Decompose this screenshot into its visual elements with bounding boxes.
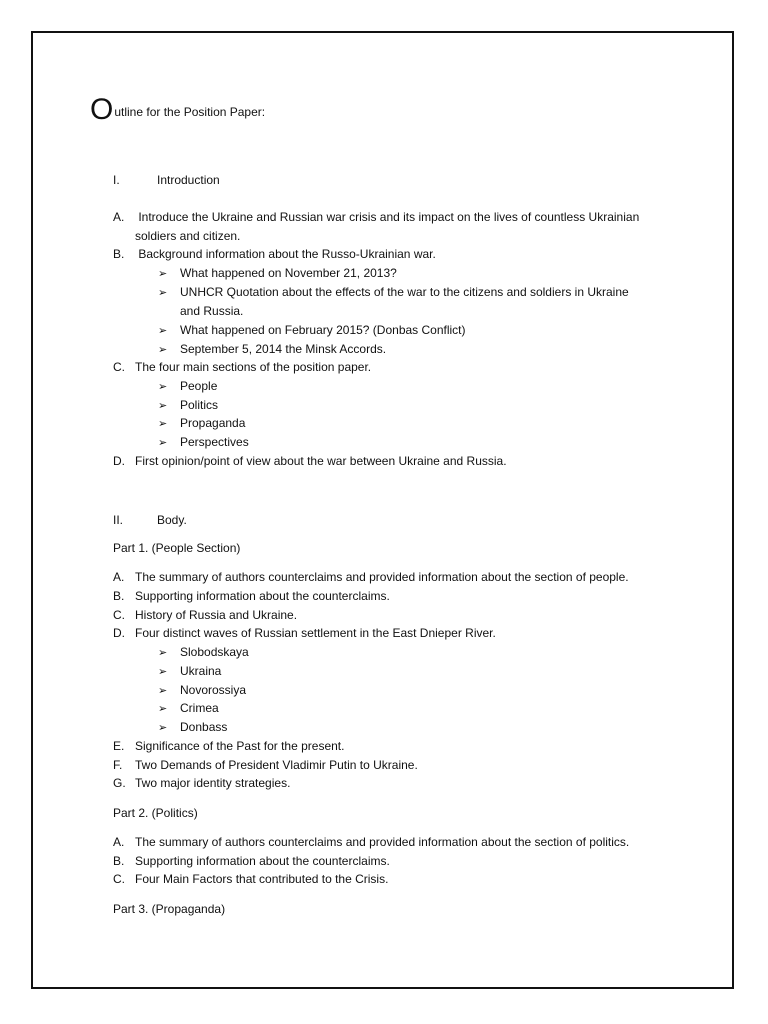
bullet-item: ➢ Novorossiya	[158, 683, 247, 697]
arrow-bullet-icon: ➢	[158, 343, 168, 356]
list-item: B. Background information about the Russo-Ukrainian war.	[113, 247, 436, 261]
arrow-bullet-icon: ➢	[158, 665, 168, 678]
list-item: D. Four distinct waves of Russian settlement in the East Dnieper River.	[113, 626, 496, 640]
arrow-bullet-icon: ➢	[158, 721, 168, 734]
bullet-item-continuation: and Russia.	[180, 304, 244, 318]
arrow-bullet-icon: ➢	[158, 417, 168, 430]
list-item: B. Supporting information about the counterclaims.	[113, 589, 390, 603]
arrow-bullet-icon: ➢	[158, 399, 168, 412]
arrow-bullet-icon: ➢	[158, 646, 168, 659]
bullet-item: ➢ UNHCR Quotation about the effects of the war to the citizens and soldiers in Ukraine	[158, 285, 629, 299]
section-heading-body: II. Body.	[113, 513, 187, 527]
arrow-bullet-icon: ➢	[158, 684, 168, 697]
arrow-bullet-icon: ➢	[158, 324, 168, 337]
arrow-bullet-icon: ➢	[158, 436, 168, 449]
list-item: A. The summary of authors counterclaims and provided information about the section of people.	[113, 570, 629, 584]
list-item: G. Two major identity strategies.	[113, 776, 291, 790]
section-heading-introduction: I. Introduction	[113, 173, 220, 187]
title-text: utline for the Position Paper:	[114, 105, 266, 119]
bullet-item: ➢ Slobodskaya	[158, 645, 249, 659]
list-item: E. Significance of the Past for the present.	[113, 739, 345, 753]
list-item: C. Four Main Factors that contributed to the Crisis.	[113, 872, 389, 886]
bullet-item: ➢ What happened on February 2015? (Donbas Conflict)	[158, 323, 466, 337]
arrow-bullet-icon: ➢	[158, 380, 168, 393]
bullet-item: ➢ What happened on November 21, 2013?	[158, 266, 397, 280]
title-drop-cap: O	[90, 93, 114, 126]
part-heading: Part 1. (People Section)	[113, 541, 241, 555]
list-item: F. Two Demands of President Vladimir Putin to Ukraine.	[113, 758, 418, 772]
document-title	[90, 95, 265, 127]
bullet-item: ➢ Ukraina	[158, 664, 222, 678]
bullet-item: ➢ People	[158, 379, 218, 393]
part-heading: Part 2. (Politics)	[113, 806, 198, 820]
bullet-item: ➢ Politics	[158, 398, 219, 412]
bullet-item: ➢ Propaganda	[158, 416, 246, 430]
list-item-continuation: soldiers and citizen.	[135, 229, 241, 243]
bullet-item: ➢ Perspectives	[158, 435, 249, 449]
list-item: A. Introduce the Ukraine and Russian war crisis and its impact on the lives of countless Ukrainian	[113, 210, 640, 224]
arrow-bullet-icon: ➢	[158, 702, 168, 715]
arrow-bullet-icon: ➢	[158, 267, 168, 280]
bullet-item: ➢ Crimea	[158, 701, 219, 715]
list-item: A. The summary of authors counterclaims and provided information about the section of politics.	[113, 835, 630, 849]
list-item: B. Supporting information about the counterclaims.	[113, 854, 390, 868]
arrow-bullet-icon: ➢	[158, 286, 168, 299]
part-heading: Part 3. (Propaganda)	[113, 902, 226, 916]
list-item: D. First opinion/point of view about the war between Ukraine and Russia.	[113, 454, 507, 468]
list-item: C. The four main sections of the position paper.	[113, 360, 372, 374]
bullet-item: ➢ September 5, 2014 the Minsk Accords.	[158, 342, 387, 356]
list-item: C. History of Russia and Ukraine.	[113, 608, 298, 622]
bullet-item: ➢ Donbass	[158, 720, 228, 734]
